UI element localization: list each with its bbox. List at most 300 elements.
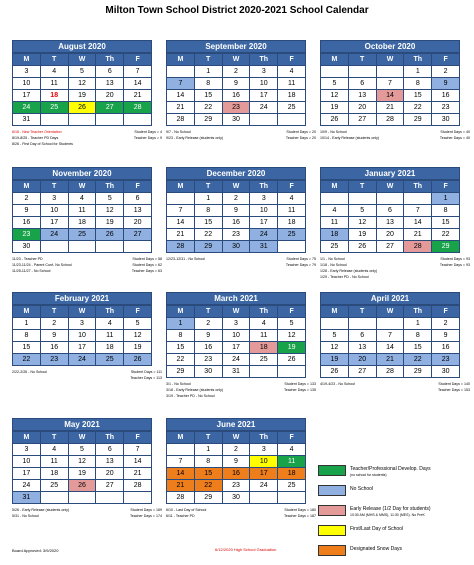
day-cell: 22	[404, 102, 432, 114]
month-notes	[320, 381, 470, 393]
day-cell: 12	[348, 217, 376, 229]
note-text: 3/18 - Early Release (students only)	[166, 388, 224, 392]
day-cell: 15	[404, 90, 432, 102]
month-calendar	[12, 292, 152, 366]
day-cell: 10	[222, 330, 250, 342]
month-title: January 2021	[320, 167, 460, 180]
day-cell	[40, 241, 68, 253]
day-cell: 1	[404, 66, 432, 78]
month-notes	[166, 381, 316, 399]
day-cell: 27	[96, 102, 124, 114]
note-text: 2/22-2/26 - No School	[12, 370, 47, 374]
day-cell: 20	[96, 468, 124, 480]
month-table	[166, 305, 306, 378]
weekday-header: W	[68, 306, 96, 318]
day-cell: 8	[194, 456, 222, 468]
day-count: Student Days = 75	[286, 257, 316, 261]
day-cell: 17	[13, 468, 41, 480]
legend-item	[318, 525, 468, 545]
day-cell	[278, 366, 306, 378]
weekday-header: W	[222, 54, 250, 66]
weekday-header: F	[278, 432, 306, 444]
day-count: Student Days = 169	[130, 508, 162, 512]
day-cell: 2	[222, 444, 250, 456]
day-cell: 23	[432, 354, 460, 366]
day-cell: 25	[40, 102, 68, 114]
day-cell: 13	[348, 342, 376, 354]
day-count: Teacher Days = 187	[283, 514, 316, 518]
day-cell: 20	[348, 102, 376, 114]
month-table	[12, 431, 152, 504]
day-cell: 3	[13, 444, 41, 456]
day-cell: 18	[40, 468, 68, 480]
weekday-header: M	[13, 306, 41, 318]
day-cell: 15	[194, 90, 222, 102]
day-cell: 1	[167, 318, 195, 330]
day-cell: 25	[68, 229, 96, 241]
day-cell: 14	[167, 90, 195, 102]
day-cell: 26	[68, 480, 96, 492]
day-cell: 30	[222, 241, 250, 253]
month-notes	[166, 256, 316, 268]
weekday-header: Th	[250, 54, 278, 66]
weekday-header: T	[40, 306, 68, 318]
day-cell: 8	[13, 330, 41, 342]
day-cell: 23	[432, 102, 460, 114]
day-cell: 27	[96, 480, 124, 492]
weekday-header: Th	[404, 181, 432, 193]
day-cell: 17	[68, 342, 96, 354]
day-cell: 14	[376, 90, 404, 102]
month-table	[166, 53, 306, 126]
day-cell	[68, 114, 96, 126]
weekday-header: M	[321, 306, 349, 318]
day-cell: 29	[194, 114, 222, 126]
day-cell: 21	[376, 102, 404, 114]
day-cell: 22	[432, 229, 460, 241]
day-cell: 9	[222, 78, 250, 90]
note-text: 10/14 - Early Release (students only)	[320, 136, 380, 140]
month-table	[12, 305, 152, 366]
weekday-header: Th	[96, 54, 124, 66]
board-approved: Board Approved: 3/9/2020	[12, 548, 59, 553]
weekday-header: W	[376, 181, 404, 193]
month-notes	[12, 256, 162, 274]
legend-swatch	[318, 485, 346, 496]
day-cell: 1	[432, 193, 460, 205]
day-cell: 24	[13, 102, 41, 114]
day-cell: 7	[167, 456, 195, 468]
day-cell	[96, 241, 124, 253]
day-cell: 6	[124, 193, 152, 205]
day-cell: 19	[348, 229, 376, 241]
day-cell: 11	[96, 330, 124, 342]
note-text: 10/9 - No School	[320, 130, 347, 134]
day-cell: 6	[96, 444, 124, 456]
day-cell	[278, 241, 306, 253]
weekday-header: F	[432, 306, 460, 318]
day-cell: 23	[40, 354, 68, 366]
day-cell: 25	[278, 102, 306, 114]
month-table	[12, 180, 152, 253]
note-text: 1/1 - No School	[320, 257, 345, 261]
day-cell	[167, 444, 195, 456]
weekday-header: W	[376, 54, 404, 66]
legend-item	[318, 485, 468, 505]
day-cell: 21	[167, 229, 195, 241]
day-cell: 16	[13, 217, 41, 229]
day-cell: 14	[167, 217, 195, 229]
day-cell: 21	[124, 90, 152, 102]
day-count: Student Days = 93	[440, 257, 470, 261]
day-cell: 9	[13, 205, 41, 217]
day-cell	[278, 492, 306, 504]
weekday-header: M	[167, 181, 195, 193]
day-cell: 16	[222, 90, 250, 102]
legend-swatch	[318, 525, 346, 536]
weekday-header: Th	[250, 181, 278, 193]
day-cell: 26	[96, 229, 124, 241]
note-row	[12, 141, 162, 147]
day-cell: 19	[321, 354, 349, 366]
month-table	[320, 53, 460, 126]
weekday-header: F	[124, 181, 152, 193]
calendar-title: Milton Town School District 2020-2021 School Calendar	[105, 5, 369, 16]
day-cell: 10	[250, 205, 278, 217]
legend-label: Designated Snow Days	[350, 546, 402, 552]
weekday-header: F	[124, 306, 152, 318]
day-cell	[124, 492, 152, 504]
note-text: 8/18 - New Teacher Orientation	[12, 130, 62, 134]
day-cell: 19	[96, 217, 124, 229]
day-cell: 15	[13, 342, 41, 354]
day-cell: 26	[321, 366, 349, 378]
weekday-header: Th	[250, 306, 278, 318]
weekday-header: W	[222, 432, 250, 444]
day-cell: 24	[250, 229, 278, 241]
day-cell: 19	[321, 102, 349, 114]
day-cell: 21	[404, 229, 432, 241]
day-cell: 26	[68, 102, 96, 114]
day-cell: 2	[432, 318, 460, 330]
weekday-header: M	[321, 54, 349, 66]
day-cell	[96, 114, 124, 126]
day-cell: 10	[250, 78, 278, 90]
legend-label: First/Last Day of School	[350, 526, 404, 532]
day-cell: 25	[278, 480, 306, 492]
day-cell	[321, 66, 349, 78]
month-notes	[166, 507, 316, 519]
note-text: 5/26 - Early Release (students only)	[12, 508, 70, 512]
day-cell: 8	[404, 78, 432, 90]
day-cell	[348, 193, 376, 205]
note-text: 11/23-11/24 - Parent Conf- No School	[12, 263, 72, 267]
day-cell: 6	[348, 78, 376, 90]
day-cell	[250, 114, 278, 126]
day-cell: 9	[222, 456, 250, 468]
weekday-header: T	[194, 181, 222, 193]
note-text: 8/19-8/25 - Teacher PD Days	[12, 136, 59, 140]
day-cell: 2	[222, 66, 250, 78]
month-title: December 2020	[166, 167, 306, 180]
weekday-header: T	[348, 54, 376, 66]
note-text: 11/23 - Teacher PD	[12, 257, 43, 261]
day-cell: 4	[321, 205, 349, 217]
day-cell	[250, 492, 278, 504]
day-cell: 28	[124, 480, 152, 492]
day-count: Teacher Days = 79	[285, 263, 316, 267]
day-cell: 18	[250, 342, 278, 354]
day-cell: 30	[222, 492, 250, 504]
month-title: February 2021	[12, 292, 152, 305]
note-text: 3/1 - No School	[166, 382, 191, 386]
day-count: Teacher Days = 113	[130, 376, 162, 380]
weekday-header: M	[13, 432, 41, 444]
day-cell: 5	[68, 444, 96, 456]
weekday-header: W	[222, 181, 250, 193]
note-text: 9/7 - No School	[166, 130, 191, 134]
day-cell: 13	[96, 456, 124, 468]
month-table	[320, 305, 460, 378]
day-cell: 26	[348, 241, 376, 253]
day-cell: 17	[250, 468, 278, 480]
day-cell: 4	[278, 66, 306, 78]
note-row	[320, 135, 470, 141]
day-cell	[348, 318, 376, 330]
day-cell: 1	[404, 318, 432, 330]
note-row	[166, 135, 316, 141]
day-cell	[68, 492, 96, 504]
day-cell	[40, 492, 68, 504]
day-cell: 2	[432, 66, 460, 78]
day-cell: 27	[376, 241, 404, 253]
note-row	[12, 513, 162, 519]
day-cell: 28	[167, 241, 195, 253]
weekday-header: F	[124, 54, 152, 66]
month-calendar	[12, 418, 152, 504]
day-count: Teacher Days = 153	[437, 388, 470, 392]
day-cell: 20	[96, 90, 124, 102]
day-cell: 28	[124, 102, 152, 114]
day-cell: 12	[321, 342, 349, 354]
day-cell: 25	[40, 480, 68, 492]
day-cell: 19	[68, 468, 96, 480]
day-cell: 7	[167, 78, 195, 90]
day-cell: 30	[13, 241, 41, 253]
day-count: Student Days = 180	[284, 508, 316, 512]
day-cell: 2	[13, 193, 41, 205]
day-cell: 25	[278, 229, 306, 241]
day-cell: 30	[432, 114, 460, 126]
note-row	[320, 274, 470, 280]
day-cell: 6	[348, 330, 376, 342]
month-calendar	[12, 167, 152, 253]
day-cell: 20	[124, 217, 152, 229]
day-cell: 11	[278, 205, 306, 217]
month-table	[166, 180, 306, 253]
day-cell: 1	[13, 318, 41, 330]
legend-item	[318, 545, 468, 565]
day-cell: 11	[250, 330, 278, 342]
day-cell: 12	[96, 205, 124, 217]
day-cell: 16	[222, 468, 250, 480]
day-count: Student Days = 140	[438, 382, 470, 386]
day-cell: 13	[96, 78, 124, 90]
day-cell: 10	[68, 330, 96, 342]
day-cell: 4	[40, 444, 68, 456]
note-text: 1/28 - Early Release (students only)	[320, 269, 378, 273]
day-cell	[40, 114, 68, 126]
month-title: November 2020	[12, 167, 152, 180]
day-cell	[250, 366, 278, 378]
month-title: August 2020	[12, 40, 152, 53]
month-calendar	[166, 418, 306, 504]
note-text: 1/18 - No School	[320, 263, 347, 267]
note-text: 6/10 - Last Day of School	[166, 508, 207, 512]
day-cell: 30	[222, 114, 250, 126]
day-cell: 4	[96, 318, 124, 330]
day-cell: 19	[124, 342, 152, 354]
day-cell: 1	[194, 444, 222, 456]
legend-label: No School	[350, 486, 374, 492]
day-cell: 9	[194, 330, 222, 342]
day-cell	[96, 492, 124, 504]
day-cell: 26	[278, 354, 306, 366]
day-cell: 3	[40, 193, 68, 205]
note-text: 3/19 - Teacher PD - No School	[166, 394, 215, 398]
day-cell: 23	[222, 480, 250, 492]
day-cell: 15	[194, 468, 222, 480]
legend-swatch	[318, 505, 346, 516]
day-cell: 20	[348, 354, 376, 366]
legend-swatch	[318, 545, 346, 556]
day-cell: 28	[167, 492, 195, 504]
day-cell: 14	[167, 468, 195, 480]
day-cell: 24	[40, 229, 68, 241]
day-cell: 17	[40, 217, 68, 229]
day-cell: 15	[194, 217, 222, 229]
day-cell: 4	[40, 66, 68, 78]
note-row	[166, 262, 316, 268]
month-notes	[12, 369, 162, 381]
day-cell: 10	[250, 456, 278, 468]
day-cell: 31	[222, 366, 250, 378]
day-cell: 12	[68, 78, 96, 90]
weekday-header: T	[194, 306, 222, 318]
weekday-header: W	[376, 306, 404, 318]
day-cell: 2	[194, 318, 222, 330]
day-cell: 11	[321, 217, 349, 229]
day-cell: 1	[194, 66, 222, 78]
day-cell: 10	[13, 456, 41, 468]
day-cell: 5	[68, 66, 96, 78]
month-notes	[320, 129, 470, 141]
weekday-header: Th	[96, 306, 124, 318]
weekday-header: T	[348, 181, 376, 193]
day-cell: 6	[96, 66, 124, 78]
day-cell: 16	[194, 342, 222, 354]
day-cell: 22	[194, 480, 222, 492]
day-count: Student Days = 20	[286, 130, 316, 134]
note-text: 5/31 - No School	[12, 514, 39, 518]
graduation-note: 6/12/2020 High School Graduation	[215, 547, 277, 552]
day-cell: 12	[68, 456, 96, 468]
weekday-header: M	[167, 54, 195, 66]
day-cell: 29	[194, 241, 222, 253]
day-cell: 13	[348, 90, 376, 102]
note-text: 8/26 - First Day of School for Students	[12, 142, 73, 146]
day-cell	[278, 114, 306, 126]
weekday-header: T	[194, 54, 222, 66]
note-row	[166, 393, 316, 399]
day-cell: 4	[278, 193, 306, 205]
day-cell: 5	[321, 330, 349, 342]
weekday-header: T	[40, 181, 68, 193]
day-cell: 29	[432, 241, 460, 253]
day-count: Student Days = 111	[130, 370, 162, 374]
day-count: Student Days = 133	[284, 382, 316, 386]
legend-item	[318, 465, 468, 485]
day-cell: 23	[222, 229, 250, 241]
note-row	[166, 513, 316, 519]
day-cell: 29	[167, 366, 195, 378]
day-cell: 29	[404, 114, 432, 126]
day-cell: 31	[13, 114, 41, 126]
day-cell: 3	[68, 318, 96, 330]
note-text: 11/25-11/27 - No School	[12, 269, 51, 273]
day-cell: 12	[124, 330, 152, 342]
day-cell	[124, 241, 152, 253]
day-cell: 9	[222, 205, 250, 217]
day-cell: 9	[40, 330, 68, 342]
weekday-header: M	[167, 306, 195, 318]
weekday-header: F	[432, 181, 460, 193]
day-cell: 24	[250, 102, 278, 114]
day-cell: 19	[68, 90, 96, 102]
day-cell: 25	[321, 241, 349, 253]
day-cell: 18	[96, 342, 124, 354]
day-cell: 7	[167, 205, 195, 217]
day-count: Teacher Days = 20	[285, 136, 316, 140]
day-cell: 11	[278, 456, 306, 468]
weekday-header: Th	[404, 54, 432, 66]
legend	[318, 465, 468, 565]
day-cell: 5	[96, 193, 124, 205]
note-text: 1/29 - Teacher PD - No School	[320, 275, 369, 279]
day-cell: 21	[376, 354, 404, 366]
day-cell: 27	[348, 366, 376, 378]
day-cell: 29	[194, 492, 222, 504]
month-calendar	[320, 167, 460, 253]
day-cell: 28	[376, 366, 404, 378]
day-cell: 7	[404, 205, 432, 217]
day-cell: 8	[194, 205, 222, 217]
month-title: October 2020	[320, 40, 460, 53]
day-count: Teacher Days = 174	[129, 514, 162, 518]
day-count: Student Days = 58	[132, 257, 162, 261]
month-title: June 2021	[166, 418, 306, 431]
day-cell: 14	[404, 217, 432, 229]
day-cell: 19	[278, 342, 306, 354]
day-cell: 4	[68, 193, 96, 205]
month-notes	[166, 129, 316, 141]
month-table	[12, 53, 152, 126]
day-cell: 18	[40, 90, 68, 102]
day-cell: 16	[432, 342, 460, 354]
day-cell: 17	[250, 217, 278, 229]
legend-label: Teacher/Professional Develop. Days	[350, 466, 431, 472]
day-cell: 31	[250, 241, 278, 253]
